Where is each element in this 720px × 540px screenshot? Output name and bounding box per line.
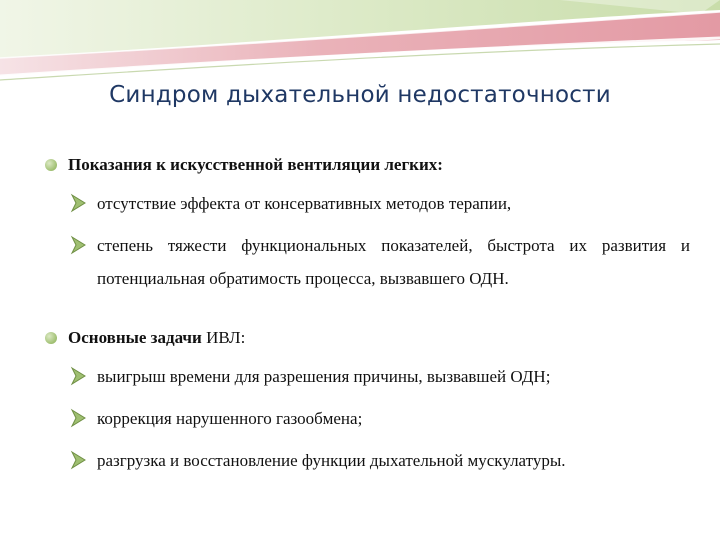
section-heading (42, 152, 690, 178)
list-item-text: коррекция нарушенного газообмена; (97, 409, 363, 428)
tasks-list (42, 360, 690, 477)
indications-list (42, 187, 690, 295)
list-item-text: разгрузка и восстановление функции дыхательной мускулатуры. (97, 451, 566, 470)
section-heading (42, 325, 690, 351)
arrow-bullet-icon (69, 235, 87, 255)
section-heading-bold: Основные задачи (68, 328, 202, 347)
section-indications (42, 152, 690, 295)
header-decoration (0, 0, 720, 95)
list-item (42, 444, 690, 477)
slide-body (42, 152, 690, 477)
section-tasks (42, 325, 690, 477)
section-heading-rest: ИВЛ: (201, 328, 246, 347)
slide-title: Синдром дыхательной недостаточности (109, 82, 611, 108)
bullet-dot-icon (45, 332, 57, 344)
bullet-dot-icon (45, 159, 57, 171)
arrow-bullet-icon (69, 193, 87, 213)
arrow-bullet-icon (69, 450, 87, 470)
arrow-bullet-icon (69, 408, 87, 428)
list-item (42, 187, 690, 220)
list-item (42, 402, 690, 435)
list-item (42, 229, 690, 295)
list-item (42, 360, 690, 393)
section-heading-bold: Показания к искусственной вентиляции легких: (68, 155, 443, 174)
list-item-text: отсутствие эффекта от консервативных методов терапии, (97, 194, 512, 213)
list-item-text: степень тяжести функциональных показателей, быстрота их развития и потенциальная обратимость процесса, вызвавшего ОДН. (97, 236, 690, 288)
arrow-bullet-icon (69, 366, 87, 386)
list-item-text: выигрыш времени для разрешения причины, вызвавшей ОДН; (97, 367, 551, 386)
